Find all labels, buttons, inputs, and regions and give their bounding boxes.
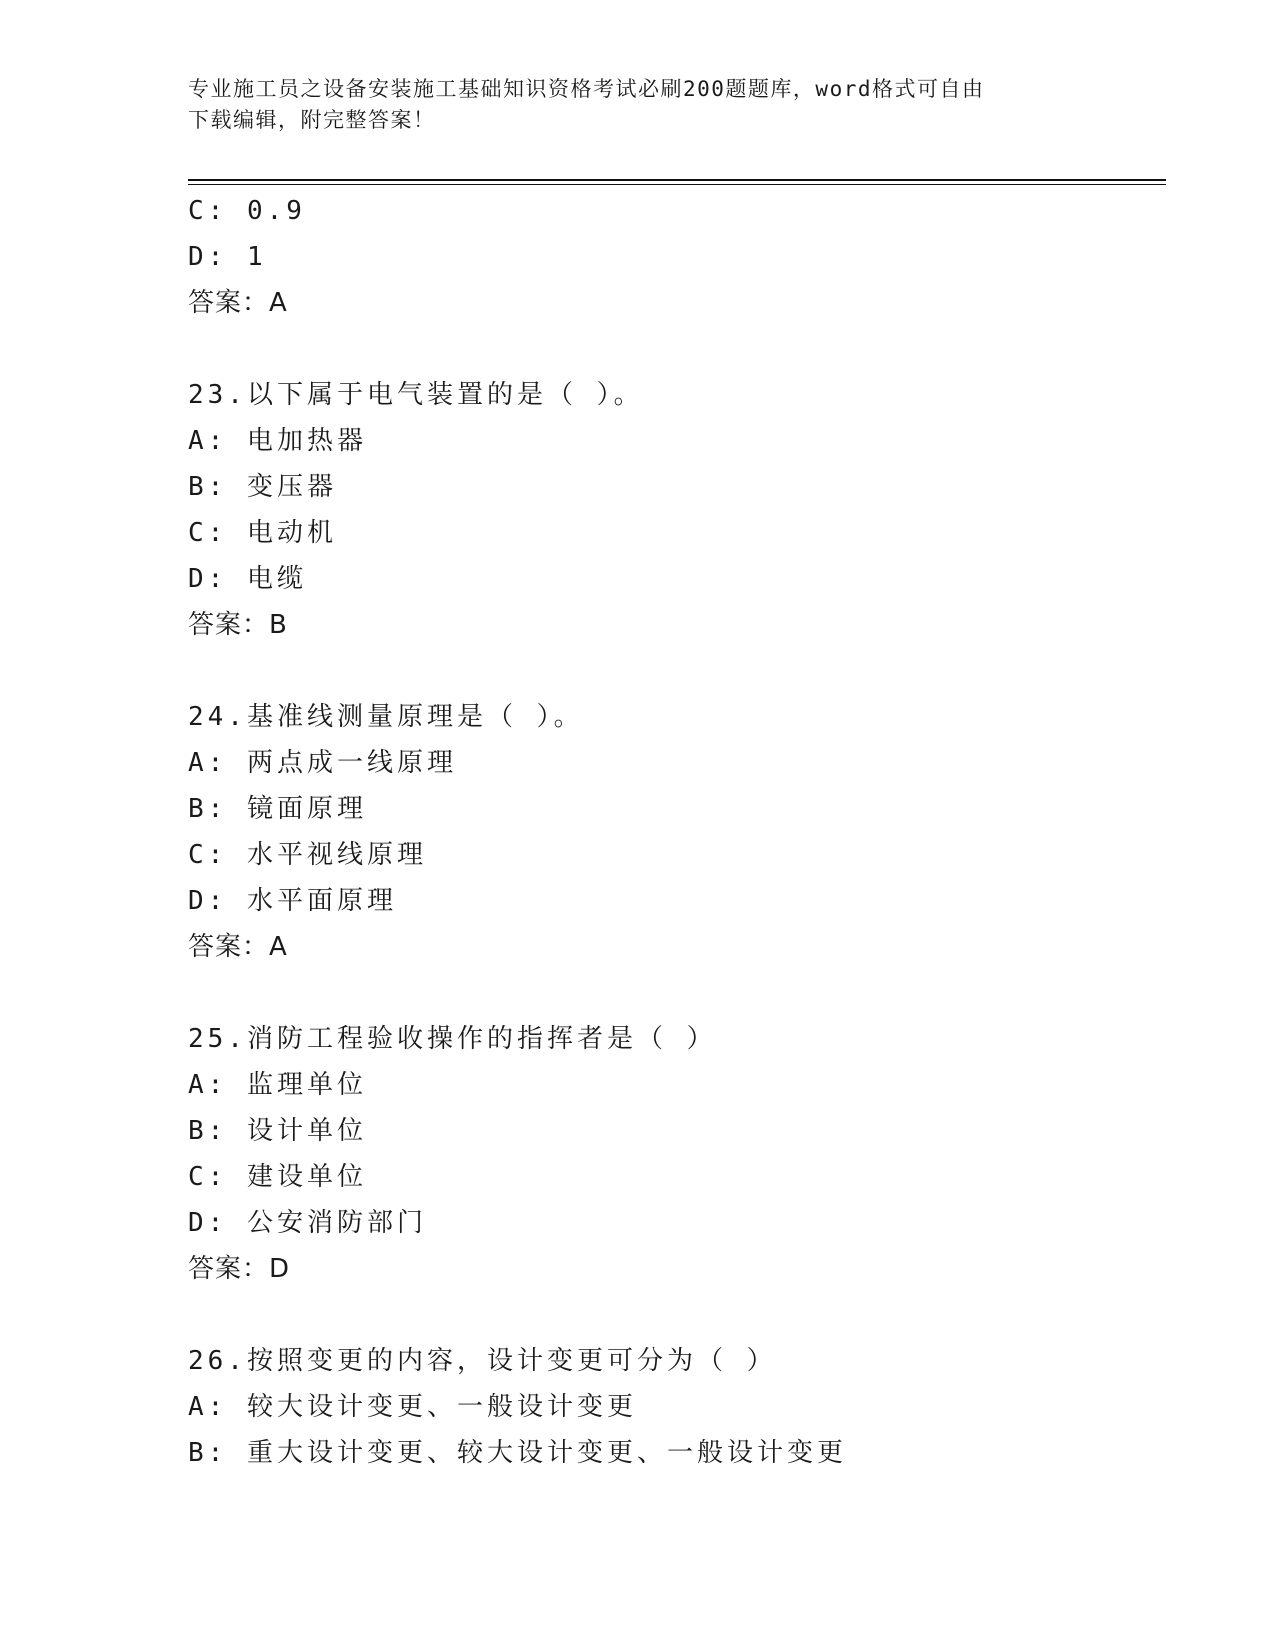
question-list xyxy=(188,188,1168,1476)
option-text: A: 两点成一线原理 xyxy=(188,748,457,778)
spacer xyxy=(188,1292,1168,1338)
option-text: B: 重大设计变更、较大设计变更、一般设计变更 xyxy=(188,1438,847,1468)
option-text: D: 1 xyxy=(188,242,267,272)
header-line-1: 专业施工员之设备安装施工基础知识资格考试必刷200题题库，word格式可自由 xyxy=(188,77,985,101)
option-text: A: 监理单位 xyxy=(188,1070,367,1100)
option-text: C: 0.9 xyxy=(188,196,306,226)
option-text: B: 变压器 xyxy=(188,472,337,502)
spacer xyxy=(188,326,1168,372)
header-line-2: 下载编辑，附完整答案！ xyxy=(188,108,436,132)
spacer xyxy=(188,648,1168,694)
question-text: 25.消防工程验收操作的指挥者是（ ） xyxy=(188,1024,717,1054)
option-text: D: 水平面原理 xyxy=(188,886,397,916)
option-text: C: 水平视线原理 xyxy=(188,840,427,870)
header-rule-thin xyxy=(188,184,1166,185)
document-header xyxy=(188,74,1088,136)
option-text: D: 公安消防部门 xyxy=(188,1208,427,1238)
answer-text: 答案：A xyxy=(188,288,288,318)
header-rule-thick xyxy=(188,179,1166,181)
option-text: B: 设计单位 xyxy=(188,1116,367,1146)
option-text: B: 镜面原理 xyxy=(188,794,367,824)
spacer xyxy=(188,970,1168,1016)
option-text: A: 电加热器 xyxy=(188,426,367,456)
option-text: A: 较大设计变更、一般设计变更 xyxy=(188,1392,637,1422)
question-text: 26.按照变更的内容，设计变更可分为（ ） xyxy=(188,1346,777,1376)
option-text: C: 电动机 xyxy=(188,518,337,548)
question-text: 23.以下属于电气装置的是（ ）。 xyxy=(188,380,644,410)
question-text: 24.基准线测量原理是（ ）。 xyxy=(188,702,584,732)
option-text: D: 电缆 xyxy=(188,564,307,594)
answer-text: 答案：A xyxy=(188,932,288,962)
option-text: C: 建设单位 xyxy=(188,1162,367,1192)
answer-text: 答案：D xyxy=(188,1254,291,1284)
answer-text: 答案：B xyxy=(188,610,288,640)
